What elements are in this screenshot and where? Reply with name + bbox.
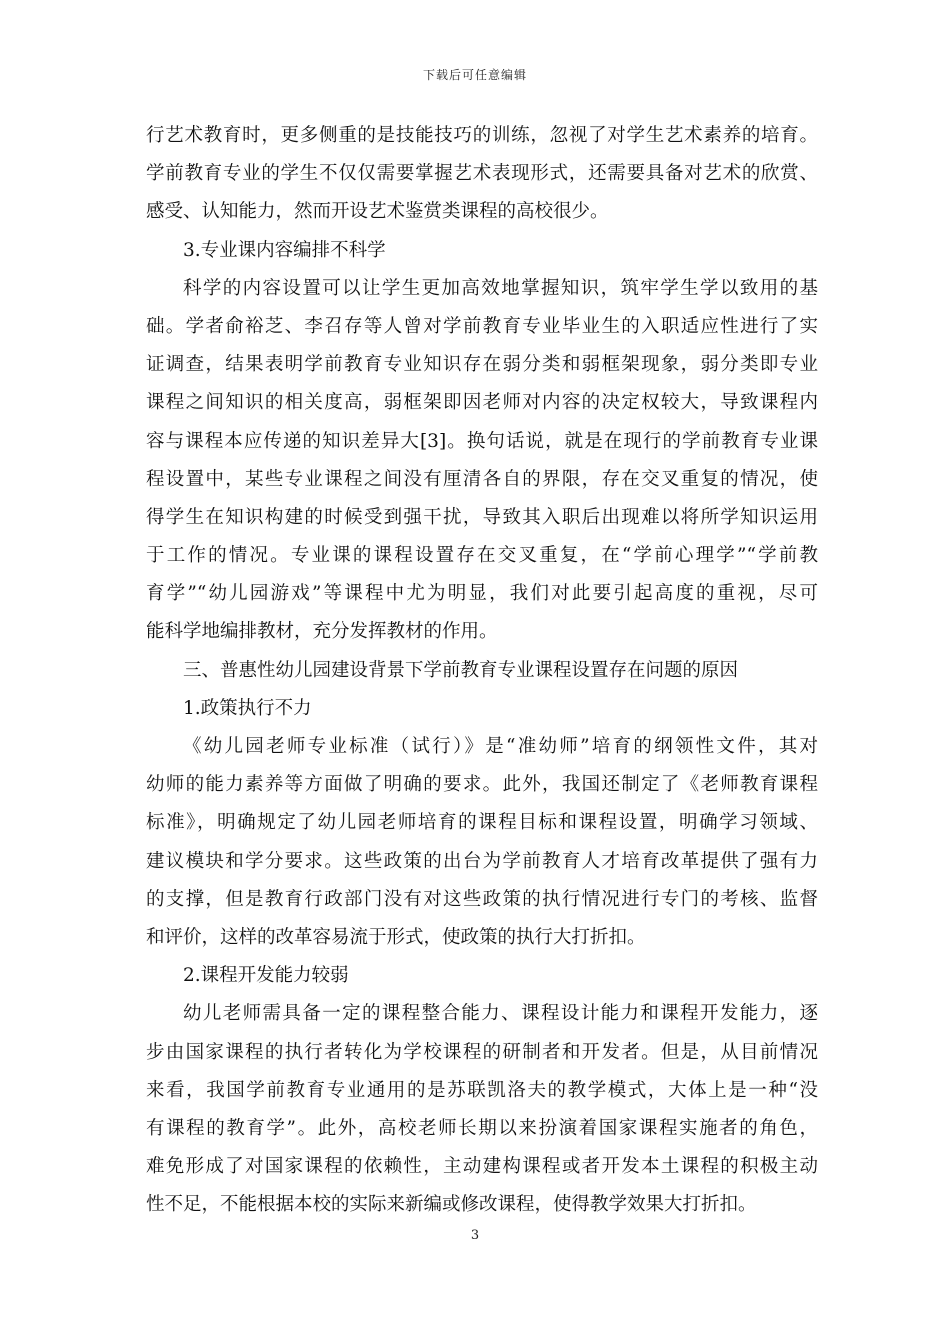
text-line: 于工作的情况。专业课的课程设置存在交叉重复，在“学前心理学”“学前教 [146, 545, 818, 567]
text-line: 程设置中，某些专业课程之间没有厘清各自的界限，存在交叉重复的情况，使 [146, 468, 818, 490]
text-line: 2.课程开发能力较弱 [183, 965, 349, 987]
text-line: 学前教育专业的学生不仅仅需要掌握艺术表现形式，还需要具备对艺术的欣赏、 [146, 163, 818, 185]
text-line: 来看，我国学前教育专业通用的是苏联凯洛夫的教学模式，大体上是一种“没 [146, 1079, 818, 1101]
text-line: 科学的内容设置可以让学生更加高效地掌握知识，筑牢学生学以致用的基 [183, 277, 818, 299]
text-line: 有课程的教育学”。此外，高校老师长期以来扮演着国家课程实施者的角色， [146, 1117, 818, 1139]
page-number: 3 [470, 1228, 480, 1243]
text-line: 建议模块和学分要求。这些政策的出台为学前教育人才培育改革提供了强有力 [146, 850, 818, 872]
text-line: 性不足，不能根据本校的实际来新编或修改课程，使得教学效果大打折扣。 [146, 1194, 757, 1216]
text-line: 础。学者俞裕芝、李召存等人曾对学前教育专业毕业生的入职适应性进行了实 [146, 315, 818, 337]
text-line: 能科学地编排教材，充分发挥教材的作用。 [146, 621, 498, 643]
text-line: 育学”“幼儿园游戏”等课程中尤为明显，我们对此要引起高度的重视，尽可 [146, 583, 818, 605]
text-line: 课程之间知识的相关度高，弱框架即因老师对内容的决定权较大，导致课程内 [146, 392, 818, 414]
body-text [146, 117, 818, 1224]
text-line: 标准》，明确规定了幼儿园老师培育的课程目标和课程设置，明确学习领域、 [146, 812, 818, 834]
text-line: 1.政策执行不力 [183, 697, 312, 719]
page-header: 下载后可任意编辑 [422, 68, 527, 82]
text-line: 的支撑，但是教育行政部门没有对这些政策的执行情况进行专门的考核、监督 [146, 888, 818, 910]
text-line: 和评价，这样的改革容易流于形式，使政策的执行大打折扣。 [146, 926, 646, 948]
text-line: 行艺术教育时，更多侧重的是技能技巧的训练，忽视了对学生艺术素养的培育。 [146, 125, 818, 146]
text-line: 三、普惠性幼儿园建设背景下学前教育专业课程设置存在问题的原因 [183, 659, 739, 681]
text-line: 得学生在知识构建的时候受到强干扰，导致其入职后出现难以将所学知识运用 [146, 506, 818, 528]
text-line: 证调查，结果表明学前教育专业知识存在弱分类和弱框架现象，弱分类即专业 [146, 354, 818, 376]
text-line: 感受、认知能力，然而开设艺术鉴赏类课程的高校很少。 [146, 201, 609, 223]
text-line: 幼儿老师需具备一定的课程整合能力、课程设计能力和课程开发能力，逐 [183, 1003, 818, 1025]
text-line: 幼师的能力素养等方面做了明确的要求。此外，我国还制定了《老师教育课程 [146, 774, 818, 796]
text-line: 难免形成了对国家课程的依赖性，主动建构课程或者开发本土课程的积极主动 [146, 1156, 818, 1178]
text-line: 3.专业课内容编排不科学 [183, 239, 386, 261]
text-line: 《幼儿园老师专业标准（试行）》是“准幼师”培育的纲领性文件，其对 [183, 736, 818, 757]
text-line: 容与课程本应传递的知识差异大[3]。换句话说，就是在现行的学前教育专业课 [146, 430, 818, 452]
text-line: 步由国家课程的执行者转化为学校课程的研制者和开发者。但是，从目前情况 [146, 1041, 818, 1063]
